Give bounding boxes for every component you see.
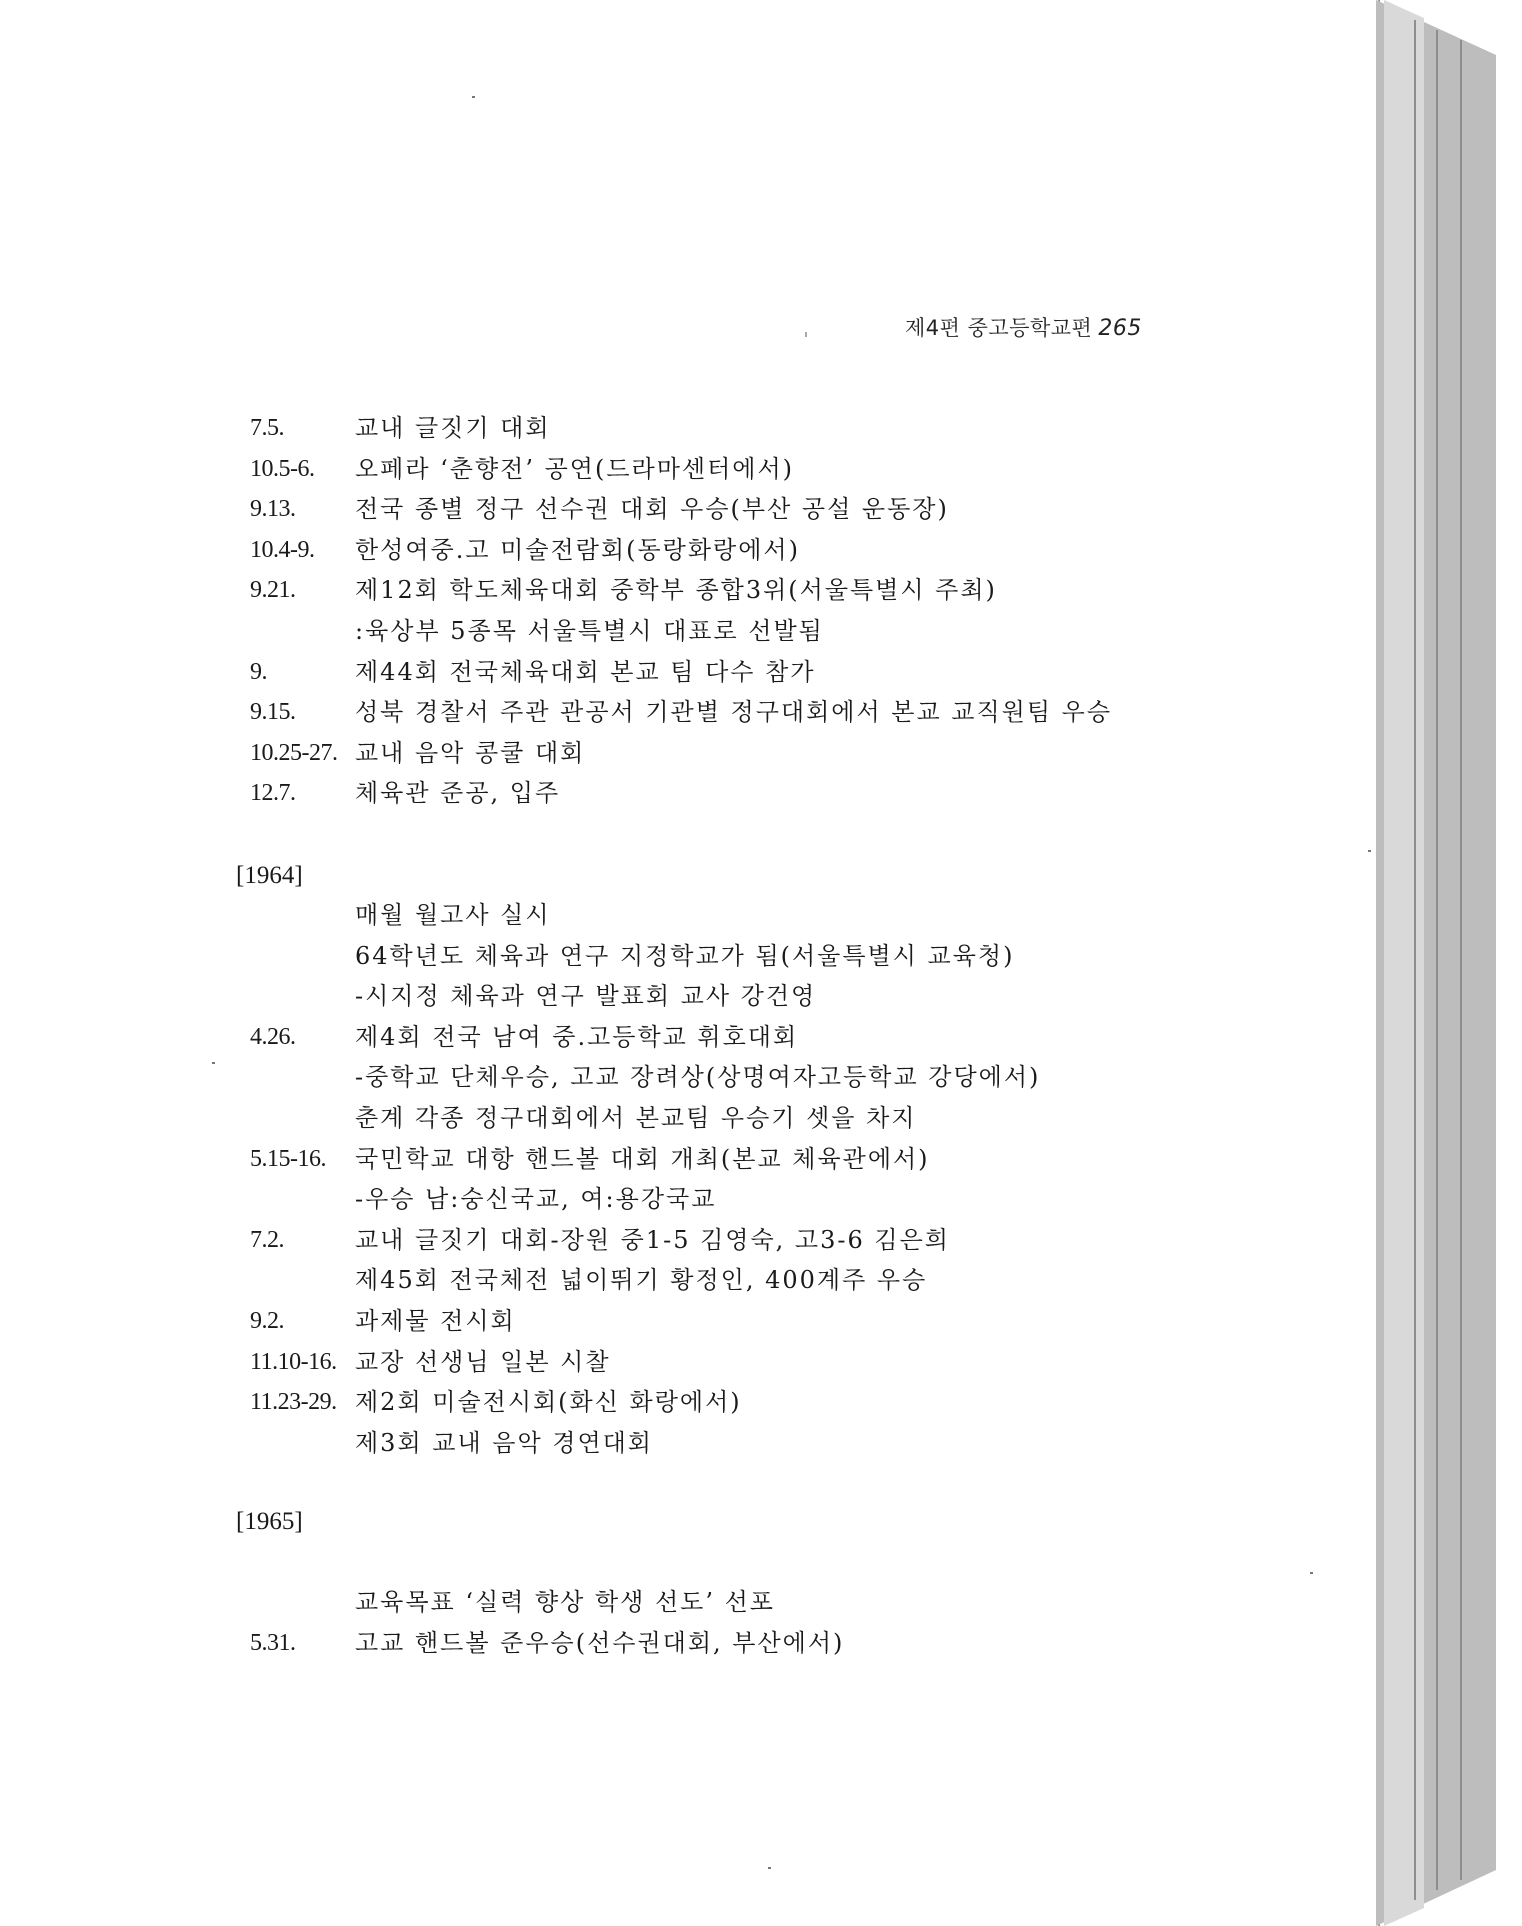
entry-text: 교육목표 ‘실력 향상 학생 선도’ 선포 <box>355 1588 775 1616</box>
entry-text: 제4회 전국 남여 중.고등학교 휘호대회 <box>355 1022 799 1051</box>
entry-text: -시지정 체육과 연구 발표회 교사 강건영 <box>355 982 817 1011</box>
year-heading-1965: [1965] <box>236 1508 303 1535</box>
chronology-entry <box>0 532 1378 568</box>
entry-date: 12.7. <box>250 780 296 807</box>
scan-speck <box>805 332 807 337</box>
entry-text: 제44회 전국체육대회 본교 팀 다수 참가 <box>355 657 816 686</box>
entry-text: 64학년도 체육과 연구 지정학교가 됨(서울특별시 교육청) <box>355 941 1015 970</box>
chronology-entry <box>0 1303 1378 1339</box>
year-heading-1964: [1964] <box>236 862 303 889</box>
scan-speck <box>768 1867 771 1869</box>
chronology-entry <box>0 613 1378 649</box>
chronology-entry <box>0 654 1378 690</box>
chronology-entry <box>0 1019 1378 1055</box>
entry-text: 제45회 전국체전 넓이뛰기 황정인, 400계주 우승 <box>355 1266 928 1295</box>
page-stack-line <box>1414 20 1416 1900</box>
entry-text: 성북 경찰서 주관 관공서 기관별 정구대회에서 본교 교직원팀 우승 <box>355 698 1112 727</box>
chronology-entry <box>0 1584 1378 1620</box>
entry-date: 10.5-6. <box>250 455 315 482</box>
entry-text: 제3회 교내 음악 경연대회 <box>355 1428 653 1457</box>
page-stack-line <box>1436 30 1438 1890</box>
entry-date: 9.15. <box>250 699 296 726</box>
entry-text: 매월 월고사 실시 <box>355 901 551 929</box>
chronology-entry <box>0 735 1378 771</box>
entry-text: 고교 핸드볼 준우승(선수권대회, 부산에서) <box>355 1628 845 1657</box>
entry-date: 7.2. <box>250 1226 284 1253</box>
entry-text: :육상부 5종목 서울특별시 대표로 선발됨 <box>355 617 824 645</box>
chronology-entry <box>0 1059 1378 1095</box>
chronology-entry <box>0 1100 1378 1136</box>
entry-date: 9.13. <box>250 496 296 523</box>
page-stack-highlight <box>1384 0 1424 1926</box>
chronology-entry <box>0 694 1378 730</box>
entry-text: 교내 글짓기 대회-장원 중1-5 김영숙, 고3-6 김은희 <box>355 1225 950 1254</box>
chronology-entry <box>0 451 1378 487</box>
entry-date: 5.31. <box>250 1629 296 1656</box>
entry-date: 11.23-29. <box>250 1389 337 1416</box>
chronology-entry <box>0 1344 1378 1380</box>
chronology-entry <box>0 1425 1378 1461</box>
running-header <box>905 312 1365 342</box>
entry-text: 춘계 각종 정구대회에서 본교팀 우승기 셋을 차지 <box>355 1104 917 1132</box>
entry-text: 한성여중.고 미술전람회(동랑화랑에서) <box>355 535 800 564</box>
chronology-entry <box>0 775 1378 811</box>
chronology-entry <box>0 938 1378 974</box>
chronology-entry <box>0 1262 1378 1298</box>
entry-text: 오페라 ‘춘향전’ 공연(드라마센터에서) <box>355 454 795 483</box>
chronology-entry <box>0 410 1378 446</box>
entry-text: 체육관 준공, 입주 <box>355 779 561 808</box>
entry-date: 9.21. <box>250 577 296 604</box>
page-stack-line <box>1460 40 1462 1880</box>
entry-date: 7.5. <box>250 415 284 441</box>
entry-date: 10.25-27. <box>250 739 338 766</box>
entry-date: 9. <box>250 658 267 685</box>
chronology-entry <box>0 1141 1378 1177</box>
entry-text: 제2회 미술전시회(화신 화랑에서) <box>355 1388 742 1417</box>
scan-speck <box>1310 1572 1313 1574</box>
entry-date: 10.4-9. <box>250 536 315 563</box>
entry-date: 5.15-16. <box>250 1145 326 1172</box>
chronology-entry <box>0 572 1378 608</box>
header-title: 제4편 중고등학교편 <box>905 316 1093 340</box>
entry-date: 11.10-16. <box>250 1348 337 1375</box>
chronology-entry <box>0 978 1378 1014</box>
entry-text: 국민학교 대항 핸드볼 대회 개최(본교 체육관에서) <box>355 1144 930 1173</box>
entry-text: 교장 선생님 일본 시찰 <box>355 1347 611 1376</box>
chronology-entry <box>0 1384 1378 1420</box>
chronology-entry <box>0 1222 1378 1258</box>
scan-speck <box>1368 850 1371 852</box>
entry-text: 교내 음악 콩쿨 대회 <box>355 738 586 767</box>
entry-date: 4.26. <box>250 1023 296 1050</box>
entry-text: -우승 남:숭신국교, 여:용강국교 <box>355 1185 717 1214</box>
chronology-entry <box>0 1625 1378 1661</box>
entry-text: -중학교 단체우승, 고교 장려상(상명여자고등학교 강당에서) <box>355 1063 1041 1092</box>
entry-text: 교내 글짓기 대회 <box>355 414 551 442</box>
entry-text: 제12회 학도체육대회 중학부 종합3위(서울특별시 주최) <box>355 576 997 605</box>
chronology-entry <box>0 1181 1378 1217</box>
entry-date: 9.2. <box>250 1308 284 1334</box>
page-number: 265 <box>1098 316 1142 341</box>
entry-text: 과제물 전시회 <box>355 1307 516 1335</box>
page-stack-edge <box>1376 0 1522 1926</box>
entry-text: 전국 종별 정구 선수권 대회 우승(부산 공설 운동장) <box>355 495 949 524</box>
chronology-entry <box>0 897 1378 933</box>
scan-speck <box>472 96 475 98</box>
chronology-entry <box>0 491 1378 527</box>
